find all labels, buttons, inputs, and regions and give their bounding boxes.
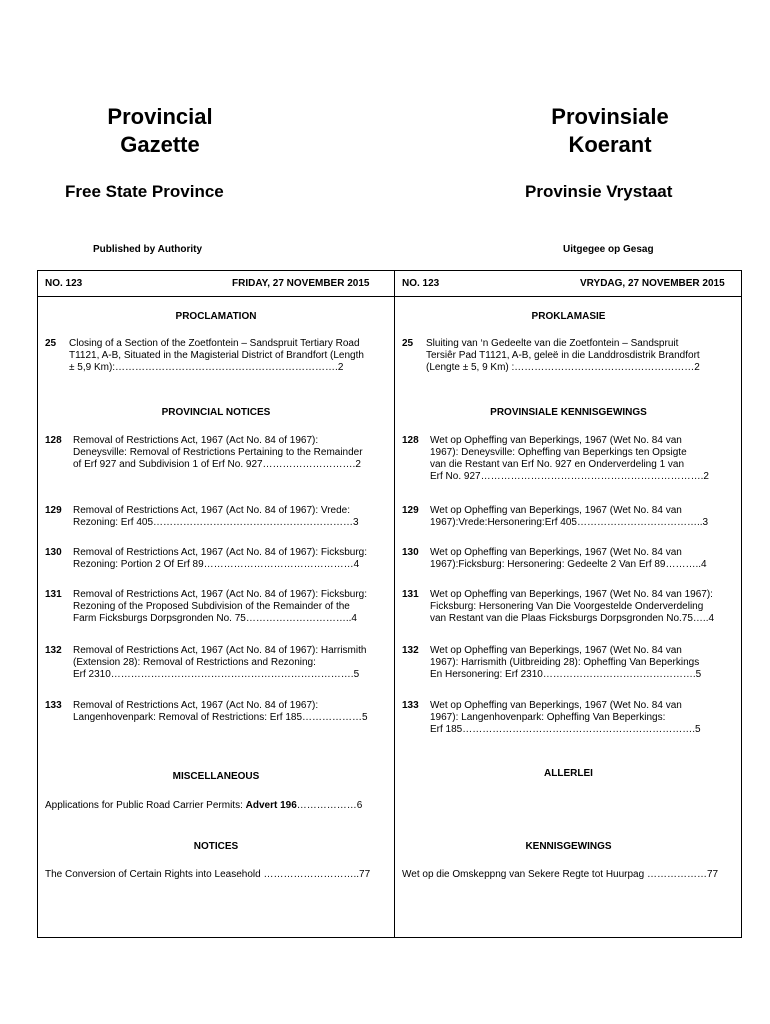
notices-item[interactable]: The Conversion of Certain Rights into Leasehold ………………………..77 — [45, 869, 371, 880]
province-name-af: Provinsie Vrystaat — [525, 182, 673, 201]
item-number: 131 — [45, 589, 62, 600]
issue-number-en: NO. 123 — [45, 278, 83, 289]
item-text: Removal of Restrictions Act, 1967 (Act No. 84 of 1967): Ficksburg: Rezoning: Portion 2 Of Erf 89………………………………………4 — [73, 547, 368, 570]
kennisgewings-heading: KENNISGEWINGS — [525, 841, 612, 852]
afrikaans-column — [402, 0, 735, 1024]
issue-date-af: VRYDAG, 27 NOVEMBER 2015 — [580, 278, 725, 289]
masthead-title-en: Provincial Gazette — [107, 104, 213, 157]
allerlei-heading: ALLERLEI — [544, 768, 593, 779]
province-name-en: Free State Province — [65, 182, 224, 201]
notice-item[interactable] — [402, 645, 735, 681]
item-number: 128 — [45, 435, 62, 446]
proclamation-item[interactable] — [45, 338, 387, 374]
notice-item[interactable] — [45, 547, 387, 571]
notice-item[interactable] — [402, 505, 735, 529]
item-number: 129 — [402, 505, 419, 516]
item-number: 133 — [45, 700, 62, 711]
proklamasie-heading: PROKLAMASIE — [531, 311, 606, 322]
item-number: 25 — [402, 338, 414, 349]
item-text: Removal of Restrictions Act, 1967 (Act No. 84 of 1967): Harrismith (Extension 28): Removal of Restrictions and Rezoning: Erf 2310……………………………………………………………….5 — [73, 645, 367, 680]
uitgegee-op-gesag: Uitgegee op Gesag — [563, 244, 654, 255]
proclamation-item[interactable] — [402, 338, 735, 374]
item-number: 132 — [45, 645, 62, 656]
item-text: Removal of Restrictions Act, 1967 (Act No. 84 of 1967): Langenhovenpark: Removal of Restrictions: Erf 185………………5 — [73, 700, 368, 723]
published-by-authority: Published by Authority — [93, 244, 203, 255]
item-text: Sluiting van ‘n Gedeelte van die Zoetfontein – Sandspruit Tersiêr Pad T1121, A-B, geleë in die Landdrosdistrik Brandfort (Lengte ± 5, 9 Km) :………………………………………………2 — [426, 338, 700, 373]
misc-advert: Advert 196 — [245, 800, 297, 811]
issue-date-en: FRIDAY, 27 NOVEMBER 2015 — [232, 278, 370, 289]
notice-item[interactable] — [402, 700, 735, 736]
misc-text: Applications for Public Road Carrier Permits: — [45, 800, 246, 811]
notice-item[interactable] — [45, 505, 387, 529]
issue-number-af: NO. 123 — [402, 278, 440, 289]
item-number: 132 — [402, 645, 419, 656]
item-text: Wet op Opheffing van Beperkings, 1967 (Wet No. 84 van 1967):Vrede:Hersonering:Erf 405………………………………..3 — [430, 505, 709, 528]
proclamation-heading: PROCLAMATION — [175, 311, 257, 322]
item-text: Wet op Opheffing van Beperkings, 1967 (Wet No. 84 van 1967):Ficksburg: Hersonering: Gedeelte 2 Van Erf 89………..4 — [430, 547, 707, 570]
item-number: 130 — [45, 547, 62, 558]
misc-item[interactable] — [45, 800, 387, 812]
item-text: Closing of a Section of the Zoetfontein – Sandspruit Tertiary Road T1121, A-B, Situated in the Magisterial District of Brandfort (Length ± 5,9 Km):………………………………………………………….2 — [69, 338, 364, 373]
notice-item[interactable] — [402, 435, 735, 483]
item-number: 133 — [402, 700, 419, 711]
item-number: 129 — [45, 505, 62, 516]
notice-item[interactable] — [45, 435, 387, 471]
item-number: 130 — [402, 547, 419, 558]
masthead-title-af: Provinsiale Koerant — [551, 104, 669, 157]
provincial-notices-heading: PROVINCIAL NOTICES — [161, 407, 271, 418]
notice-item[interactable] — [402, 589, 735, 625]
misc-page: ………………6 — [296, 800, 363, 811]
notice-item[interactable] — [402, 547, 735, 571]
item-text: Wet op Opheffing van Beperkings, 1967 (Wet No. 84 van 1967): Ficksburg: Hersonering Van Die Voorgestelde Onderverdeling van Restant van die Plaas Ficksburgs Dorpsgronden No.75…..4 — [430, 589, 715, 624]
notices-item[interactable]: Wet op die Omskeppng van Sekere Regte tot Huurpag ………………77 — [402, 869, 719, 880]
item-number: 131 — [402, 589, 419, 600]
miscellaneous-heading: MISCELLANEOUS — [172, 771, 260, 782]
notice-item[interactable] — [45, 589, 387, 625]
item-text: Wet op Opheffing van Beperkings, 1967 (Wet No. 84 van 1967): Langenhovenpark: Opheffing Van Beperkings: Erf 185…………………………………………………………….5 — [430, 700, 701, 735]
item-number: 128 — [402, 435, 419, 446]
provinsiale-kennisgewings-heading: PROVINSIALE KENNISGEWINGS — [490, 407, 647, 418]
notices-heading: NOTICES — [193, 841, 239, 852]
notice-item[interactable] — [45, 700, 387, 724]
item-text: Wet op Opheffing van Beperkings, 1967 (Wet No. 84 van 1967): Harrismith (Uitbreiding 28): Opheffing Van Beperkings En Hersonering: Erf 2310……………………………………….5 — [430, 645, 702, 680]
english-column — [45, 0, 387, 1024]
item-text: Removal of Restrictions Act, 1967 (Act No. 84 of 1967): Ficksburg: Rezoning of the Proposed Subdivision of the Remainder of the Farm Ficksburgs Dorpsgronden No. 75…………………………..4 — [73, 589, 368, 624]
column-divider — [394, 270, 395, 938]
item-text: Removal of Restrictions Act, 1967 (Act No. 84 of 1967): Vrede: Rezoning: Erf 405……………………………………………………3 — [73, 505, 359, 528]
item-number: 25 — [45, 338, 57, 349]
item-text: Wet op Opheffing van Beperkings, 1967 (Wet No. 84 van 1967): Deneysville: Opheffing van Beperkings ten Opsigte van die Restant van Erf No. 927 en Onderverdeling 1 van Erf No. 927………………………………………………………….2 — [430, 435, 709, 482]
item-text: Removal of Restrictions Act, 1967 (Act No. 84 of 1967): Deneysville: Removal of Restrictions Pertaining to the Remainder of Erf 927 and Subdivision 1 of Erf No. 927……………………….2 — [73, 435, 363, 470]
notice-item[interactable] — [45, 645, 387, 681]
